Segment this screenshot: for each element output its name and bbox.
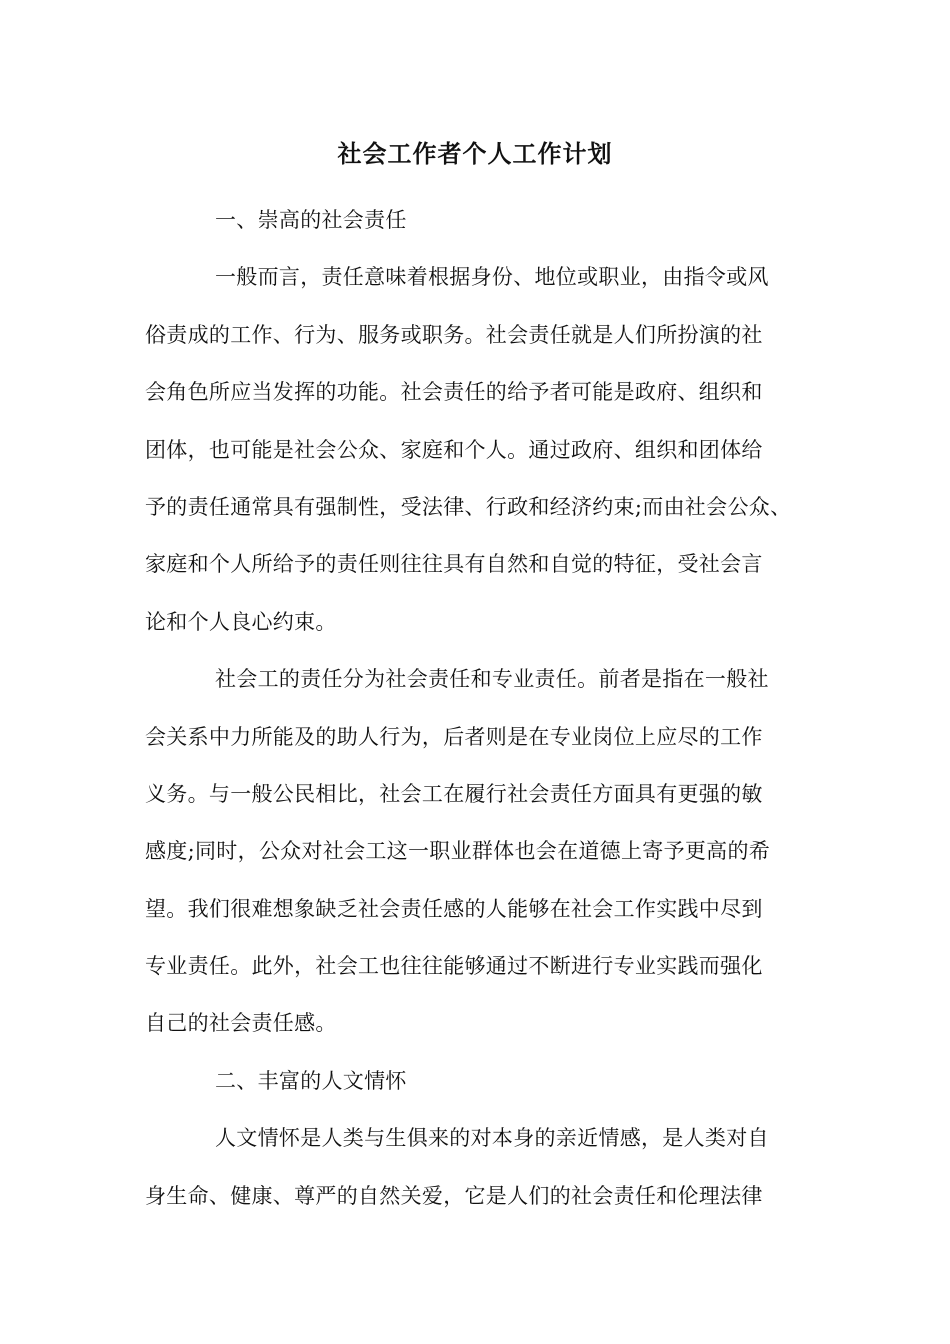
paragraph-line: 义务。与一般公民相比，社会工在履行社会责任方面具有更强的敏 (145, 781, 763, 806)
document-title: 社会工作者个人工作计划 (337, 139, 613, 168)
paragraph-line: 团体，也可能是社会公众、家庭和个人。通过政府、组织和团体给 (145, 437, 763, 462)
paragraph-line: 一般而言，责任意味着根据身份、地位或职业，由指令或风 (215, 265, 769, 290)
paragraph-line: 会角色所应当发挥的功能。社会责任的给予者可能是政府、组织和 (145, 380, 763, 405)
document-body (145, 192, 810, 1225)
paragraph-line: 论和个人良心约束。 (145, 609, 337, 634)
paragraph-line: 俗责成的工作、行为、服务或职务。社会责任就是人们所扮演的社 (145, 322, 763, 347)
section-heading: 一、崇高的社会责任 (215, 208, 407, 232)
section-heading: 二、丰富的人文情怀 (215, 1068, 407, 1093)
paragraph-line: 家庭和个人所给予的责任则往往具有自然和自觉的特征，受社会言 (145, 552, 763, 577)
paragraph-line: 感度;同时，公众对社会工这一职业群体也会在道德上寄予更高的希 (145, 839, 771, 864)
paragraph-line: 予的责任通常具有强制性，受法律、行政和经济约束;而由社会公众、 (145, 494, 792, 519)
paragraph-line: 社会工的责任分为社会责任和专业责任。前者是指在一般社 (215, 667, 769, 692)
paragraph-line: 望。我们很难想象缺乏社会责任感的人能够在社会工作实践中尽到 (145, 896, 763, 921)
paragraph-line: 专业责任。此外，社会工也往往能够通过不断进行专业实践而强化 (145, 954, 763, 979)
paragraph-line: 身生命、健康、尊严的自然关爱，它是人们的社会责任和伦理法律 (145, 1183, 763, 1208)
paragraph-line: 会关系中力所能及的助人行为，后者则是在专业岗位上应尽的工作 (145, 724, 763, 749)
paragraph-line: 自己的社会责任感。 (145, 1011, 337, 1036)
paragraph-line: 人文情怀是人类与生俱来的对本身的亲近情感，是人类对自 (215, 1126, 769, 1151)
